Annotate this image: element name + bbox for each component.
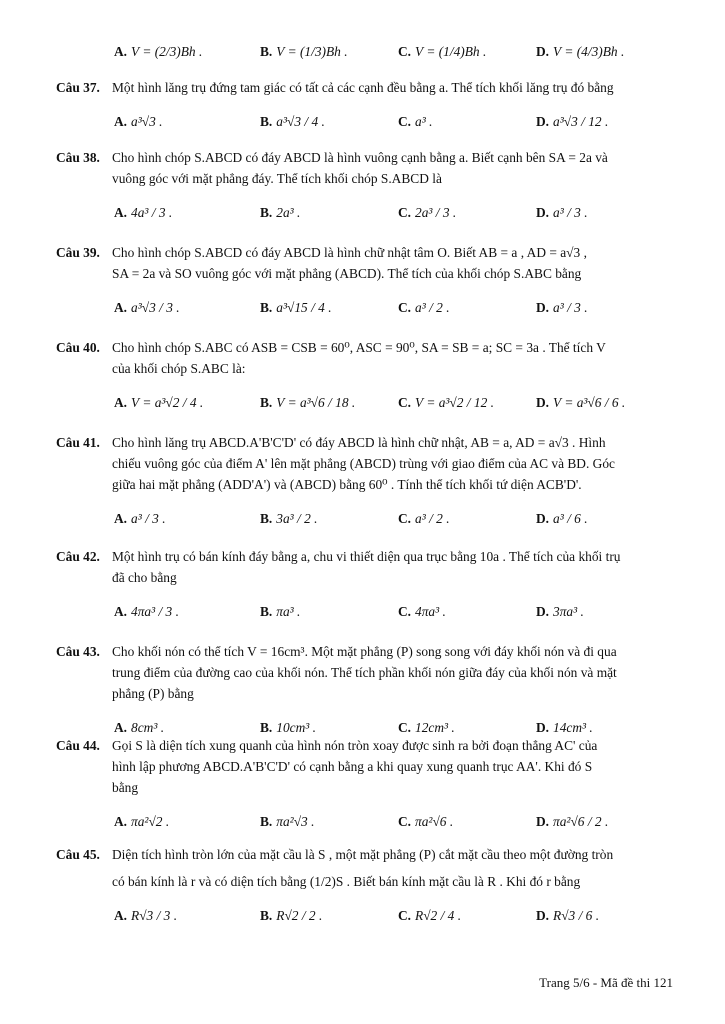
question-number: Câu 42. (56, 549, 100, 564)
option-d: D. 3πa³ . (536, 604, 584, 620)
question-number: Câu 41. (56, 435, 100, 450)
answer-options (56, 196, 676, 232)
question-text: Cho hình chóp S.ABC có ASB = CSB = 60⁰, ASC = 90⁰, SA = SB = a; SC = 3a . Thể tích V của khối chóp S.ABC là: (112, 340, 606, 376)
option-c: C. a³ / 2 . (398, 510, 450, 526)
question-number: Câu 37. (56, 80, 100, 95)
option-a: A. V = a³√2 / 4 . (114, 395, 204, 411)
option-a: A. πa²√2 . (114, 813, 170, 829)
option-a: A. a³√3 . (114, 114, 163, 130)
question-text: Gọi S là diện tích xung quanh của hình nón tròn xoay được sinh ra bởi đoạn thẳng AC' của hình lập phương ABCD.A'B'C'D' có cạnh bằng a khi quay xung quanh trục AA'. Khi đó S bằng (112, 738, 598, 795)
question-text: Diện tích hình tròn lớn của mặt cầu là S , một mặt phẳng (P) cắt mặt cầu theo một đường tròn có bán kính là r và có diện tích bằng (1/2)S . Biết bán kính mặt cầu là R . Khi đó r bằng (112, 847, 614, 889)
answer-options (56, 595, 676, 631)
question-41 (56, 435, 676, 537)
page-footer: Trang 5/6 - Mã đề thi 121 (539, 975, 673, 990)
question-38 (56, 150, 676, 232)
option-d: D. a³√3 / 12 . (536, 114, 609, 130)
question-text: Cho hình chóp S.ABCD có đáy ABCD là hình vuông cạnh bằng a. Biết cạnh bên SA = 2a và vuông góc với mặt phẳng đáy. Thể tích khối chóp S.ABCD là (112, 150, 608, 186)
question-number: Câu 38. (56, 150, 100, 165)
option-d: D. V = a³√6 / 6 . (536, 395, 626, 411)
option-a: A. 8cm³ . (114, 719, 165, 735)
answer-options (56, 804, 676, 840)
answer-options (56, 899, 676, 935)
option-c: C. a³ / 2 . (398, 300, 450, 316)
answer-options (56, 501, 676, 537)
question-number: Câu 45. (56, 847, 100, 862)
question-text: Một hình trụ có bán kính đáy bằng a, chu vi thiết diện qua trục bằng 10a . Thể tích của khối trụ đã cho bằng (112, 549, 621, 585)
question-number: Câu 44. (56, 738, 100, 753)
option-a: A. 4πa³ / 3 . (114, 604, 179, 620)
option-a: A. a³√3 / 3 . (114, 300, 180, 316)
option-b: B. πa³ . (260, 604, 301, 620)
option-d: D. a³ / 6 . (536, 510, 588, 526)
question-43 (56, 644, 676, 746)
question-44 (56, 738, 676, 840)
question-40 (56, 340, 676, 422)
option-d: D. 14cm³ . (536, 719, 593, 735)
question-text: Một hình lăng trụ đứng tam giác có tất cả các cạnh đều bằng a. Thể tích khối lăng trụ đó bằng (112, 80, 614, 95)
option-b: B. V = a³√6 / 18 . (260, 395, 356, 411)
option-b: B. a³√15 / 4 . (260, 300, 332, 316)
question-number: Câu 39. (56, 245, 100, 260)
option-c: C. R√2 / 4 . (398, 908, 462, 924)
option-c: C. πa²√6 . (398, 813, 454, 829)
option-d: D. a³ / 3 . (536, 205, 588, 221)
answer-options (56, 291, 676, 327)
answer-options (56, 386, 676, 422)
option-d: D. V = (4/3)Bh . (536, 43, 625, 59)
option-c: C. 12cm³ . (398, 719, 455, 735)
option-b: B. 2a³ . (260, 205, 301, 221)
top-options-block (56, 30, 676, 70)
option-b: B. R√2 / 2 . (260, 908, 323, 924)
option-b: B. 3a³ / 2 . (260, 510, 318, 526)
option-b: B. a³√3 / 4 . (260, 114, 325, 130)
option-a: A. 4a³ / 3 . (114, 205, 173, 221)
answer-options (56, 105, 676, 141)
option-b: B. πa²√3 . (260, 813, 315, 829)
option-d: D. πa²√6 / 2 . (536, 813, 609, 829)
option-a: A. R√3 / 3 . (114, 908, 178, 924)
question-45 (56, 847, 676, 935)
answer-options (56, 34, 676, 70)
option-c: C. a³ . (398, 114, 433, 130)
option-c: C. V = a³√2 / 12 . (398, 395, 494, 411)
option-d: D. R√3 / 6 . (536, 908, 600, 924)
question-number: Câu 40. (56, 340, 100, 355)
question-text: Cho khối nón có thể tích V = 16cm³. Một mặt phẳng (P) song song với đáy khối nón và đi qua trung điểm của đường cao của khối nón. Thể tích phần khối nón giữa đáy của khối nón và mặt phẳng (P) bằng (112, 644, 617, 701)
question-39 (56, 245, 676, 327)
option-a: A. V = (2/3)Bh . (114, 43, 203, 59)
option-b: B. V = (1/3)Bh . (260, 43, 348, 59)
question-text: Cho hình lăng trụ ABCD.A'B'C'D' có đáy ABCD là hình chữ nhật, AB = a, AD = a√3 . Hình chiếu vuông góc của điểm A' lên mặt phẳng (ABCD) trùng với giao điểm của AC và BD. Góc giữa hai mặt phẳng (ADD'A') và (ABCD) bằng 60⁰ . Tính thể tích khối tứ diện ACB'D'. (112, 435, 615, 492)
option-c: C. 2a³ / 3 . (398, 205, 457, 221)
question-text: Cho hình chóp S.ABCD có đáy ABCD là hình chữ nhật tâm O. Biết AB = a , AD = a√3 , SA = 2a và SO vuông góc với mặt phẳng (ABCD). Thể tích của khối chóp S.ABC bằng (112, 245, 587, 281)
option-b: B. 10cm³ . (260, 719, 316, 735)
option-c: C. 4πa³ . (398, 604, 446, 620)
question-number: Câu 43. (56, 644, 100, 659)
option-a: A. a³ / 3 . (114, 510, 166, 526)
question-42 (56, 549, 676, 631)
option-d: D. a³ / 3 . (536, 300, 588, 316)
question-37 (56, 80, 676, 141)
option-c: C. V = (1/4)Bh . (398, 43, 487, 59)
